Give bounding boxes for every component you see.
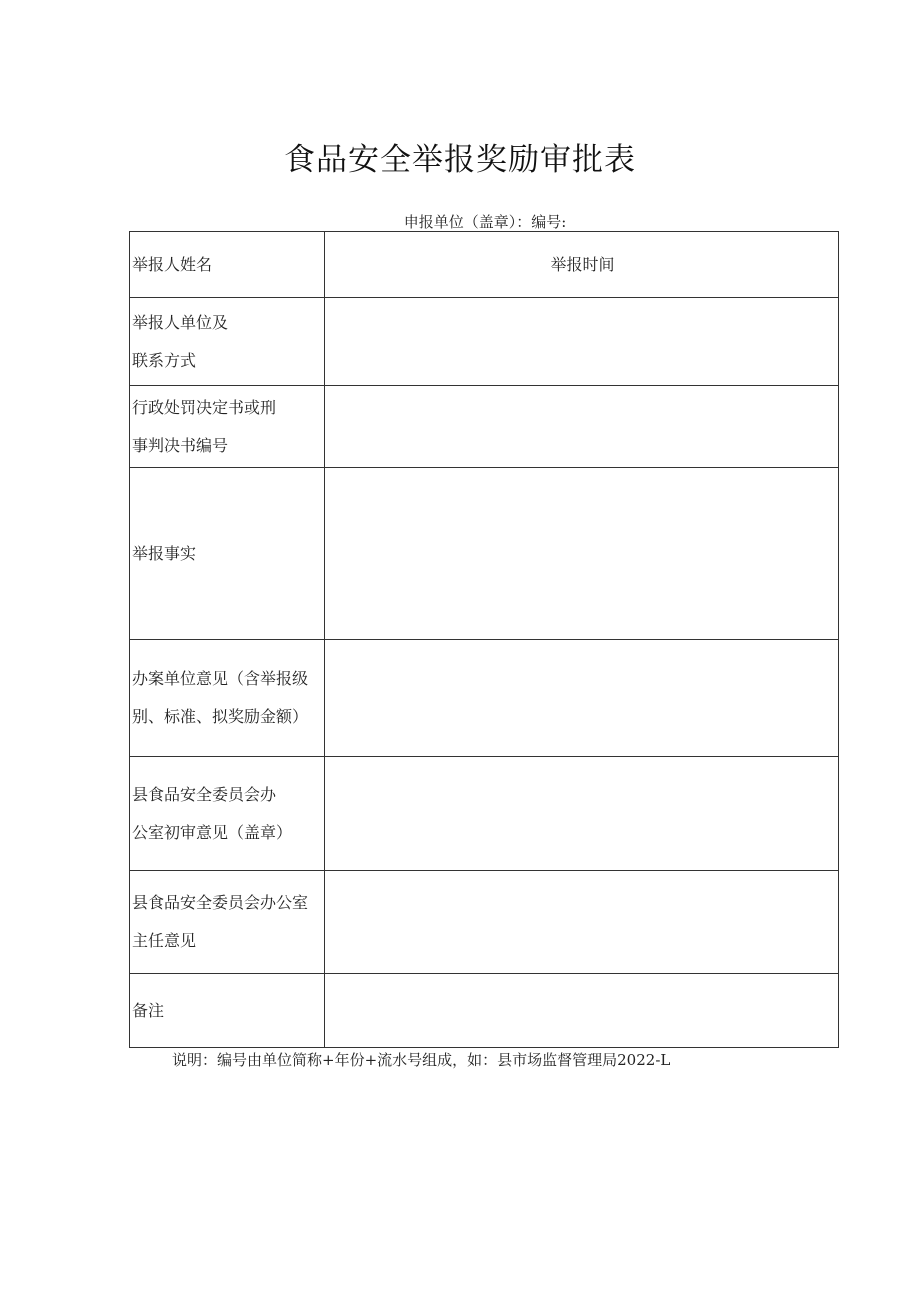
- table-row: [130, 232, 839, 298]
- remarks-field[interactable]: [325, 974, 839, 1048]
- label-line: 办案单位意见（含举报级: [132, 669, 309, 688]
- declaring-unit-and-number-line: 申报单位（盖章）：编号:: [403, 213, 567, 231]
- committee-office-preliminary-review-label: [130, 757, 325, 871]
- reporter-unit-contact-label: [130, 298, 325, 386]
- report-facts-field[interactable]: [325, 468, 839, 640]
- label-line: 举报人单位及: [132, 312, 229, 332]
- label-line: 联系方式: [132, 350, 197, 370]
- label-line: 公室初审意见（盖章）: [132, 822, 293, 842]
- form-title: 食品安全举报奖励审批表: [284, 142, 636, 178]
- explanation-note: 说明：编号由单位简称+年份+流水号组成，如：县市场监督管理局2022-L: [172, 1051, 671, 1069]
- label-line: 县食品安全委员会办: [132, 784, 277, 804]
- handling-unit-opinion-field[interactable]: [325, 640, 839, 757]
- label-line: 县食品安全委员会办公室: [132, 893, 309, 912]
- reporter-name-label: 举报人姓名: [130, 232, 325, 298]
- committee-office-director-opinion-field[interactable]: [325, 871, 839, 974]
- committee-office-preliminary-review-field[interactable]: [325, 757, 839, 871]
- decision-document-number-label: [130, 386, 325, 468]
- label-line: 事判决书编号: [132, 435, 229, 455]
- table-row: [130, 757, 839, 871]
- decision-document-number-field[interactable]: [325, 386, 839, 468]
- label-line: 别、标准、拟奖励金额）: [132, 707, 309, 726]
- report-facts-label: 举报事实: [130, 468, 325, 640]
- table-row: [130, 871, 839, 974]
- label-line: 主任意见: [132, 931, 197, 950]
- table-row: [130, 468, 839, 640]
- committee-office-director-opinion-label: [130, 871, 325, 974]
- table-row: [130, 298, 839, 386]
- label-line: 行政处罚决定书或刑: [132, 397, 277, 417]
- reporter-unit-contact-field[interactable]: [325, 298, 839, 386]
- table-row: [130, 974, 839, 1048]
- handling-unit-opinion-label: [130, 640, 325, 757]
- table-row: [130, 386, 839, 468]
- table-row: [130, 640, 839, 757]
- remarks-label: 备注: [130, 974, 325, 1048]
- report-time-label: 举报时间: [325, 232, 839, 298]
- approval-form-table: [129, 231, 839, 1048]
